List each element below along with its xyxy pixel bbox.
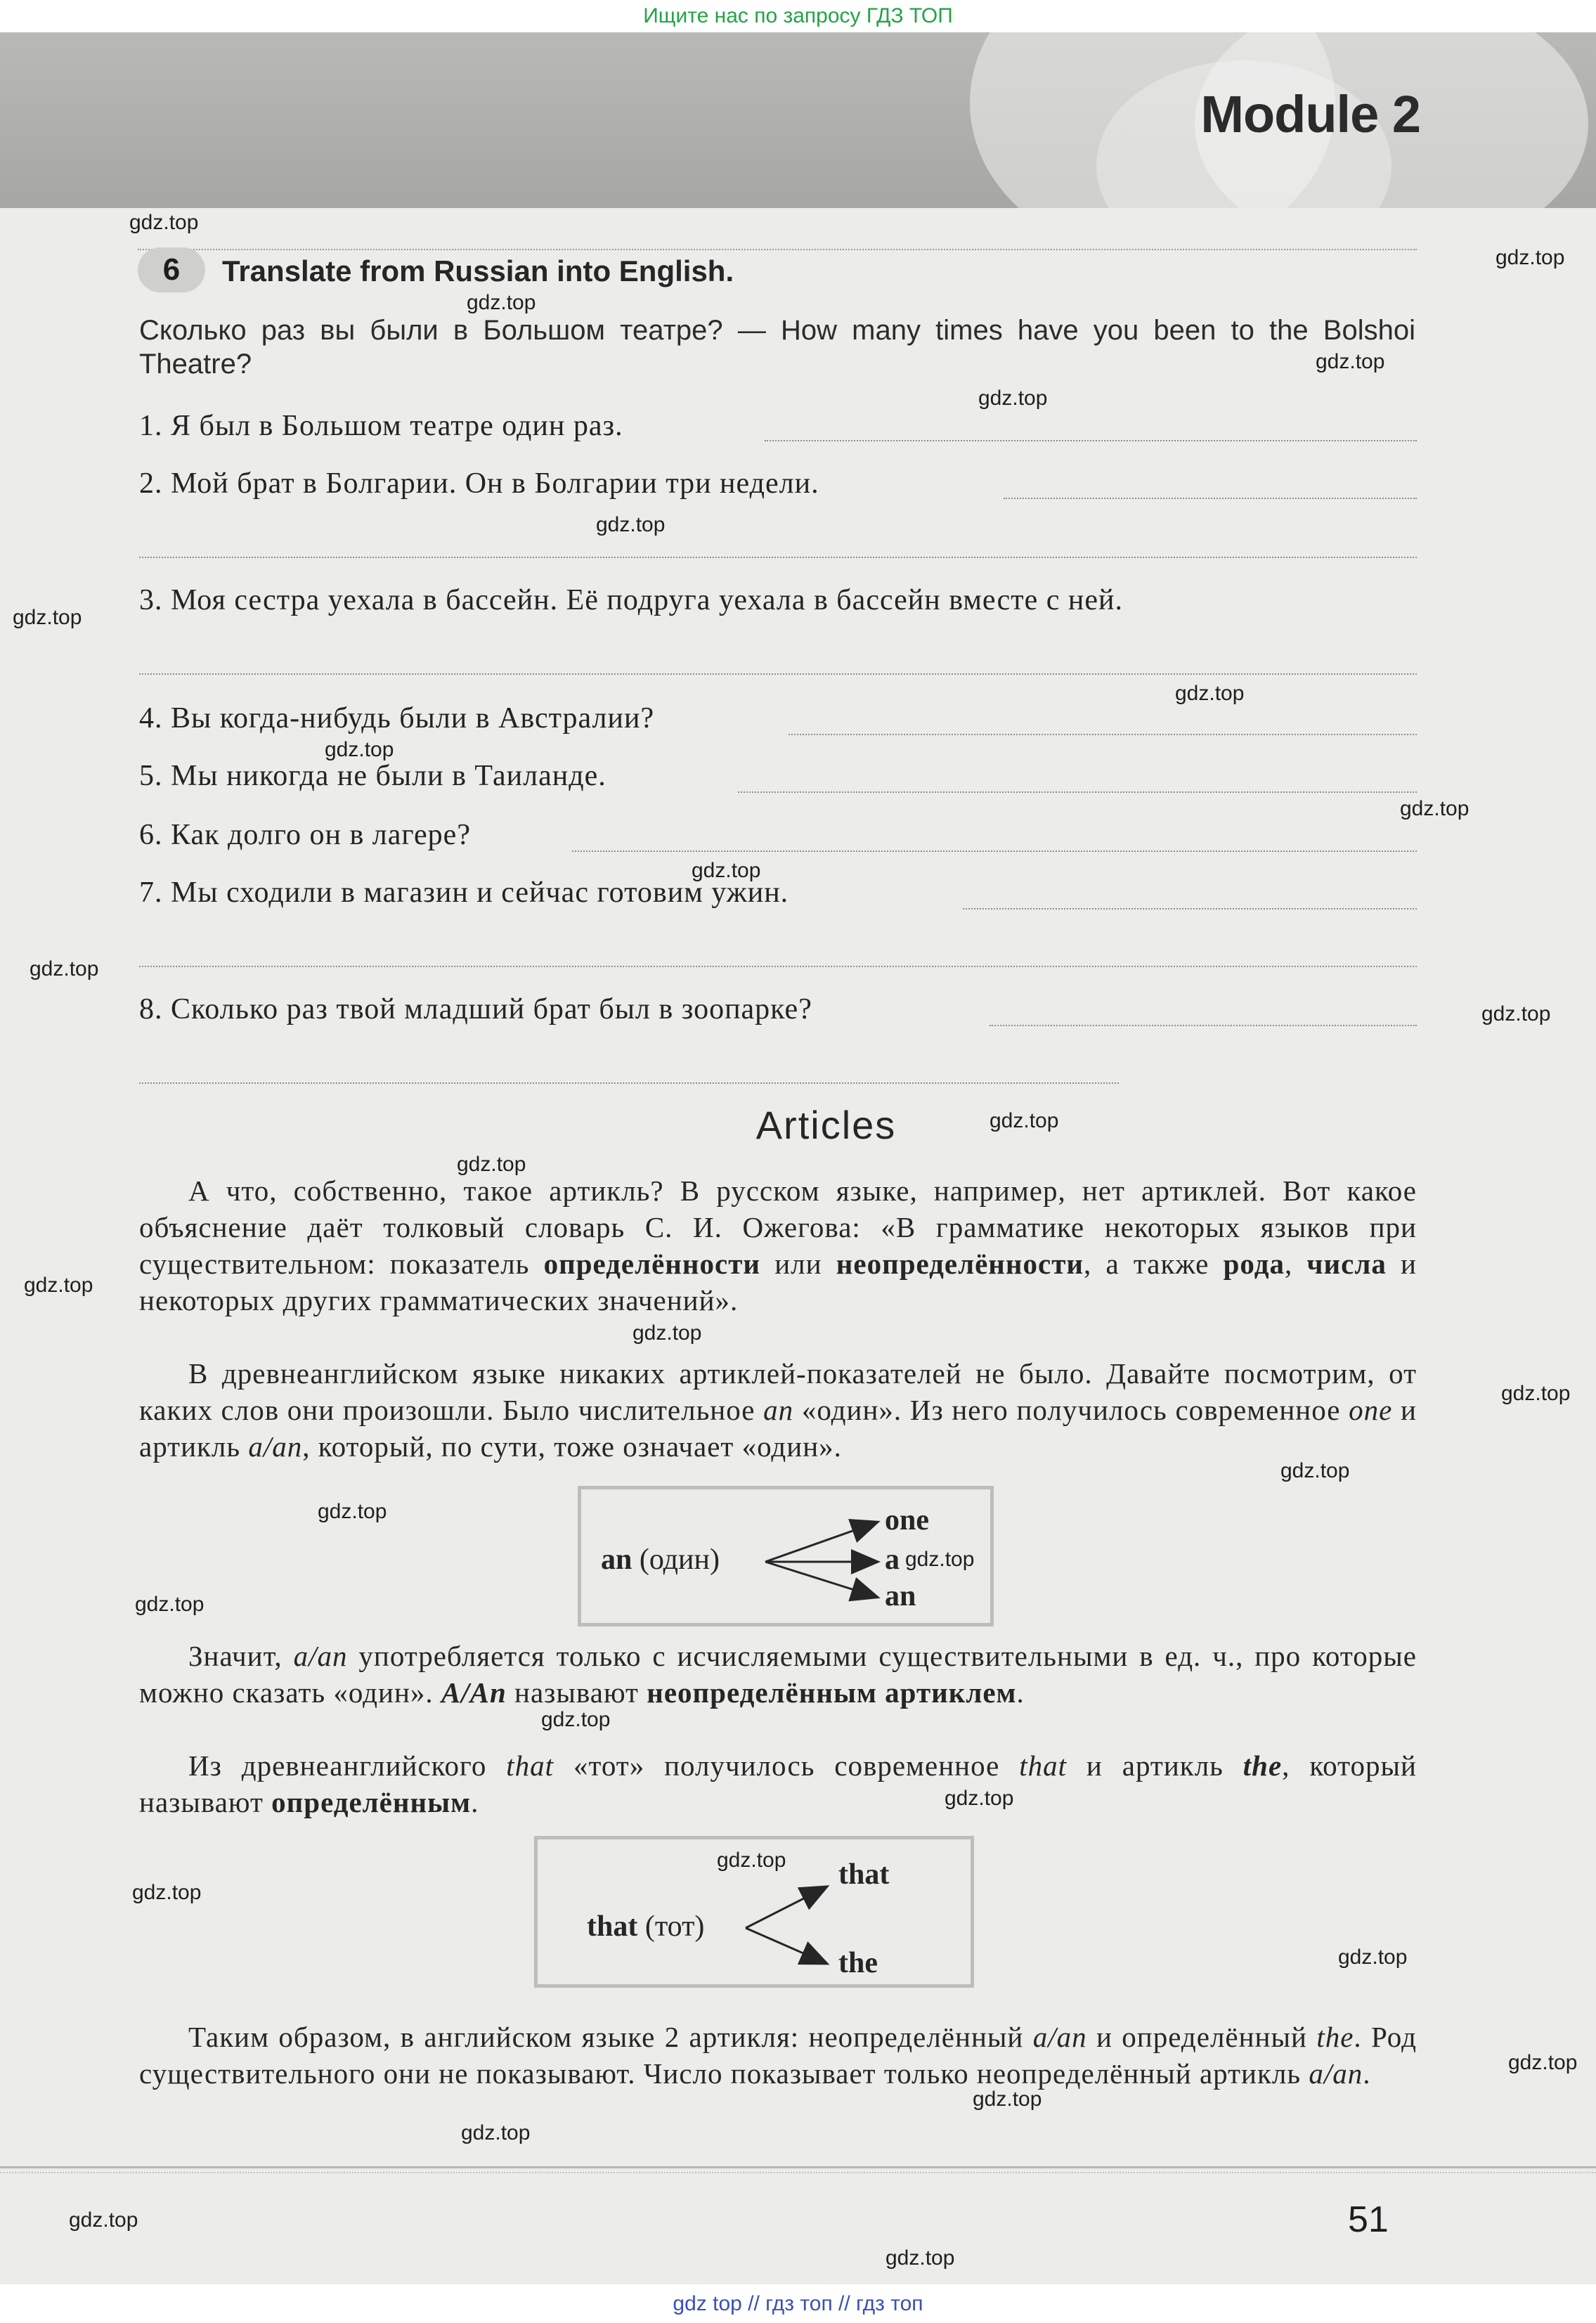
articles-paragraph-2: В древнеанглийском языке никаких артиклей-показателей не было. Давайте посмотрим, от каких слов они произошли. Было числительное an «один». Из него получилось современное one и артикль a/an, который, по сути, тоже означает «один».	[139, 1357, 1417, 1463]
articles-title: Articles	[755, 1103, 897, 1147]
watermark: gdz.top	[692, 859, 761, 882]
task-item: 2. Мой брат в Болгарии. Он в Болгарии три недели.	[139, 467, 819, 500]
watermark: gdz.top	[885, 2246, 955, 2270]
watermark: gdz.top	[457, 1153, 526, 1176]
watermark: gdz.top	[30, 957, 99, 981]
task-item: 4. Вы когда-нибудь были в Австралии?	[139, 702, 655, 735]
watermark: gdz.top	[325, 738, 394, 761]
page-number: 51	[1348, 2199, 1389, 2240]
watermark: gdz.top	[135, 1593, 205, 1616]
watermark: gdz.top	[24, 1274, 93, 1297]
watermark: gdz.top	[1496, 246, 1565, 269]
task-divider	[138, 249, 1417, 250]
watermark: gdz.top	[129, 211, 199, 234]
box-target: one	[885, 1504, 929, 1536]
watermark: gdz.top	[978, 387, 1048, 410]
watermark: gdz.top	[467, 291, 536, 314]
task-item: 5. Мы никогда не были в Таиланде.	[139, 760, 606, 792]
task-item: 1. Я был в Большом театре один раз.	[139, 410, 623, 442]
watermark: gdz.top	[973, 2088, 1042, 2111]
answer-blank[interactable]	[963, 908, 1417, 910]
watermark: gdz.top	[1481, 1002, 1551, 1025]
watermark: gdz.top	[596, 513, 666, 536]
footer-rule	[0, 2166, 1596, 2168]
watermark: gdz.top	[717, 1849, 786, 1872]
watermark: gdz.top	[318, 1500, 387, 1523]
answer-blank[interactable]	[765, 440, 1417, 441]
answer-blank[interactable]	[572, 850, 1417, 852]
answer-blank[interactable]	[1004, 498, 1417, 499]
answer-blank[interactable]	[139, 673, 1417, 675]
watermark: gdz.top	[1175, 682, 1245, 705]
watermark: gdz.top	[945, 1787, 1014, 1810]
watermark: gdz.top	[632, 1321, 702, 1345]
watermark: gdz.top	[905, 1548, 975, 1571]
module-title: Module 2	[1200, 85, 1420, 143]
watermark: gdz.top	[990, 1109, 1059, 1132]
box-source: that (тот)	[587, 1910, 705, 1943]
task-example: Сколько раз вы были в Большом театре? — How many times have you been to the Bolshoi Theatre?	[139, 315, 1415, 380]
watermark: gdz.top	[1400, 797, 1470, 820]
watermark: gdz.top	[13, 606, 82, 629]
task-number-badge: 6	[138, 247, 205, 292]
watermark: gdz.top	[1316, 350, 1385, 373]
answer-blank[interactable]	[139, 557, 1417, 558]
watermark: gdz.top	[1508, 2051, 1578, 2074]
top-notice[interactable]: Ищите нас по запросу ГДЗ ТОП	[0, 0, 1596, 32]
articles-paragraph-5: Таким образом, в английском языке 2 артикля: неопределённый a/an и определённый the. Род существительного они не показывают. Число показывает только неопределённый артикль a/an.	[139, 2021, 1417, 2090]
articles-paragraph-3: Значит, a/an употребляется только с исчисляемыми существительными в ед. ч., про которые можно сказать «один». A/An называют неопределённым артиклем.	[139, 1640, 1417, 1709]
watermark: gdz.top	[1280, 1459, 1350, 1482]
answer-blank[interactable]	[990, 1025, 1417, 1026]
answer-blank[interactable]	[738, 791, 1417, 793]
box-target: the	[838, 1947, 878, 1979]
box-target: an	[885, 1580, 916, 1612]
task-item: 3. Моя сестра уехала в бассейн. Её подруга уехала в бассейн вместе с ней.	[139, 584, 1123, 616]
watermark: gdz.top	[461, 2121, 531, 2144]
watermark: gdz.top	[1338, 1946, 1408, 1969]
box-source: an (один)	[601, 1544, 720, 1576]
watermark: gdz.top	[1501, 1382, 1571, 1405]
watermark: gdz.top	[541, 1708, 611, 1731]
answer-blank[interactable]	[139, 1082, 1119, 1084]
box-target: that	[838, 1858, 890, 1891]
footer-rule	[0, 2172, 1596, 2173]
answer-blank[interactable]	[789, 734, 1417, 735]
task-item: 6. Как долго он в лагере?	[139, 819, 471, 851]
watermark: gdz.top	[69, 2208, 138, 2232]
watermark: gdz.top	[132, 1881, 202, 1904]
task-title: Translate from Russian into English.	[222, 254, 734, 287]
task-item: 8. Сколько раз твой младший брат был в зоопарке?	[139, 993, 812, 1025]
articles-paragraph-4: Из древнеанглийского that «тот» получилось современное that и артикль the, который называют определённым.	[139, 1749, 1417, 1818]
bottom-notice[interactable]: gdz top // гдз топ // гдз топ	[0, 2284, 1596, 2323]
answer-blank[interactable]	[139, 966, 1417, 967]
task-item: 7. Мы сходили в магазин и сейчас готовим ужин.	[139, 876, 789, 909]
articles-paragraph-1: А что, собственно, такое артикль? В русском языке, например, нет артиклей. Вот какое объяснение даёт толковый словарь С. И. Ожегова: «В грамматике некоторых языков при существительном: показатель определённости или неопределённости, а также рода, числа и некоторых других грамматических значений».	[139, 1175, 1417, 1316]
box-target: a	[885, 1544, 900, 1576]
